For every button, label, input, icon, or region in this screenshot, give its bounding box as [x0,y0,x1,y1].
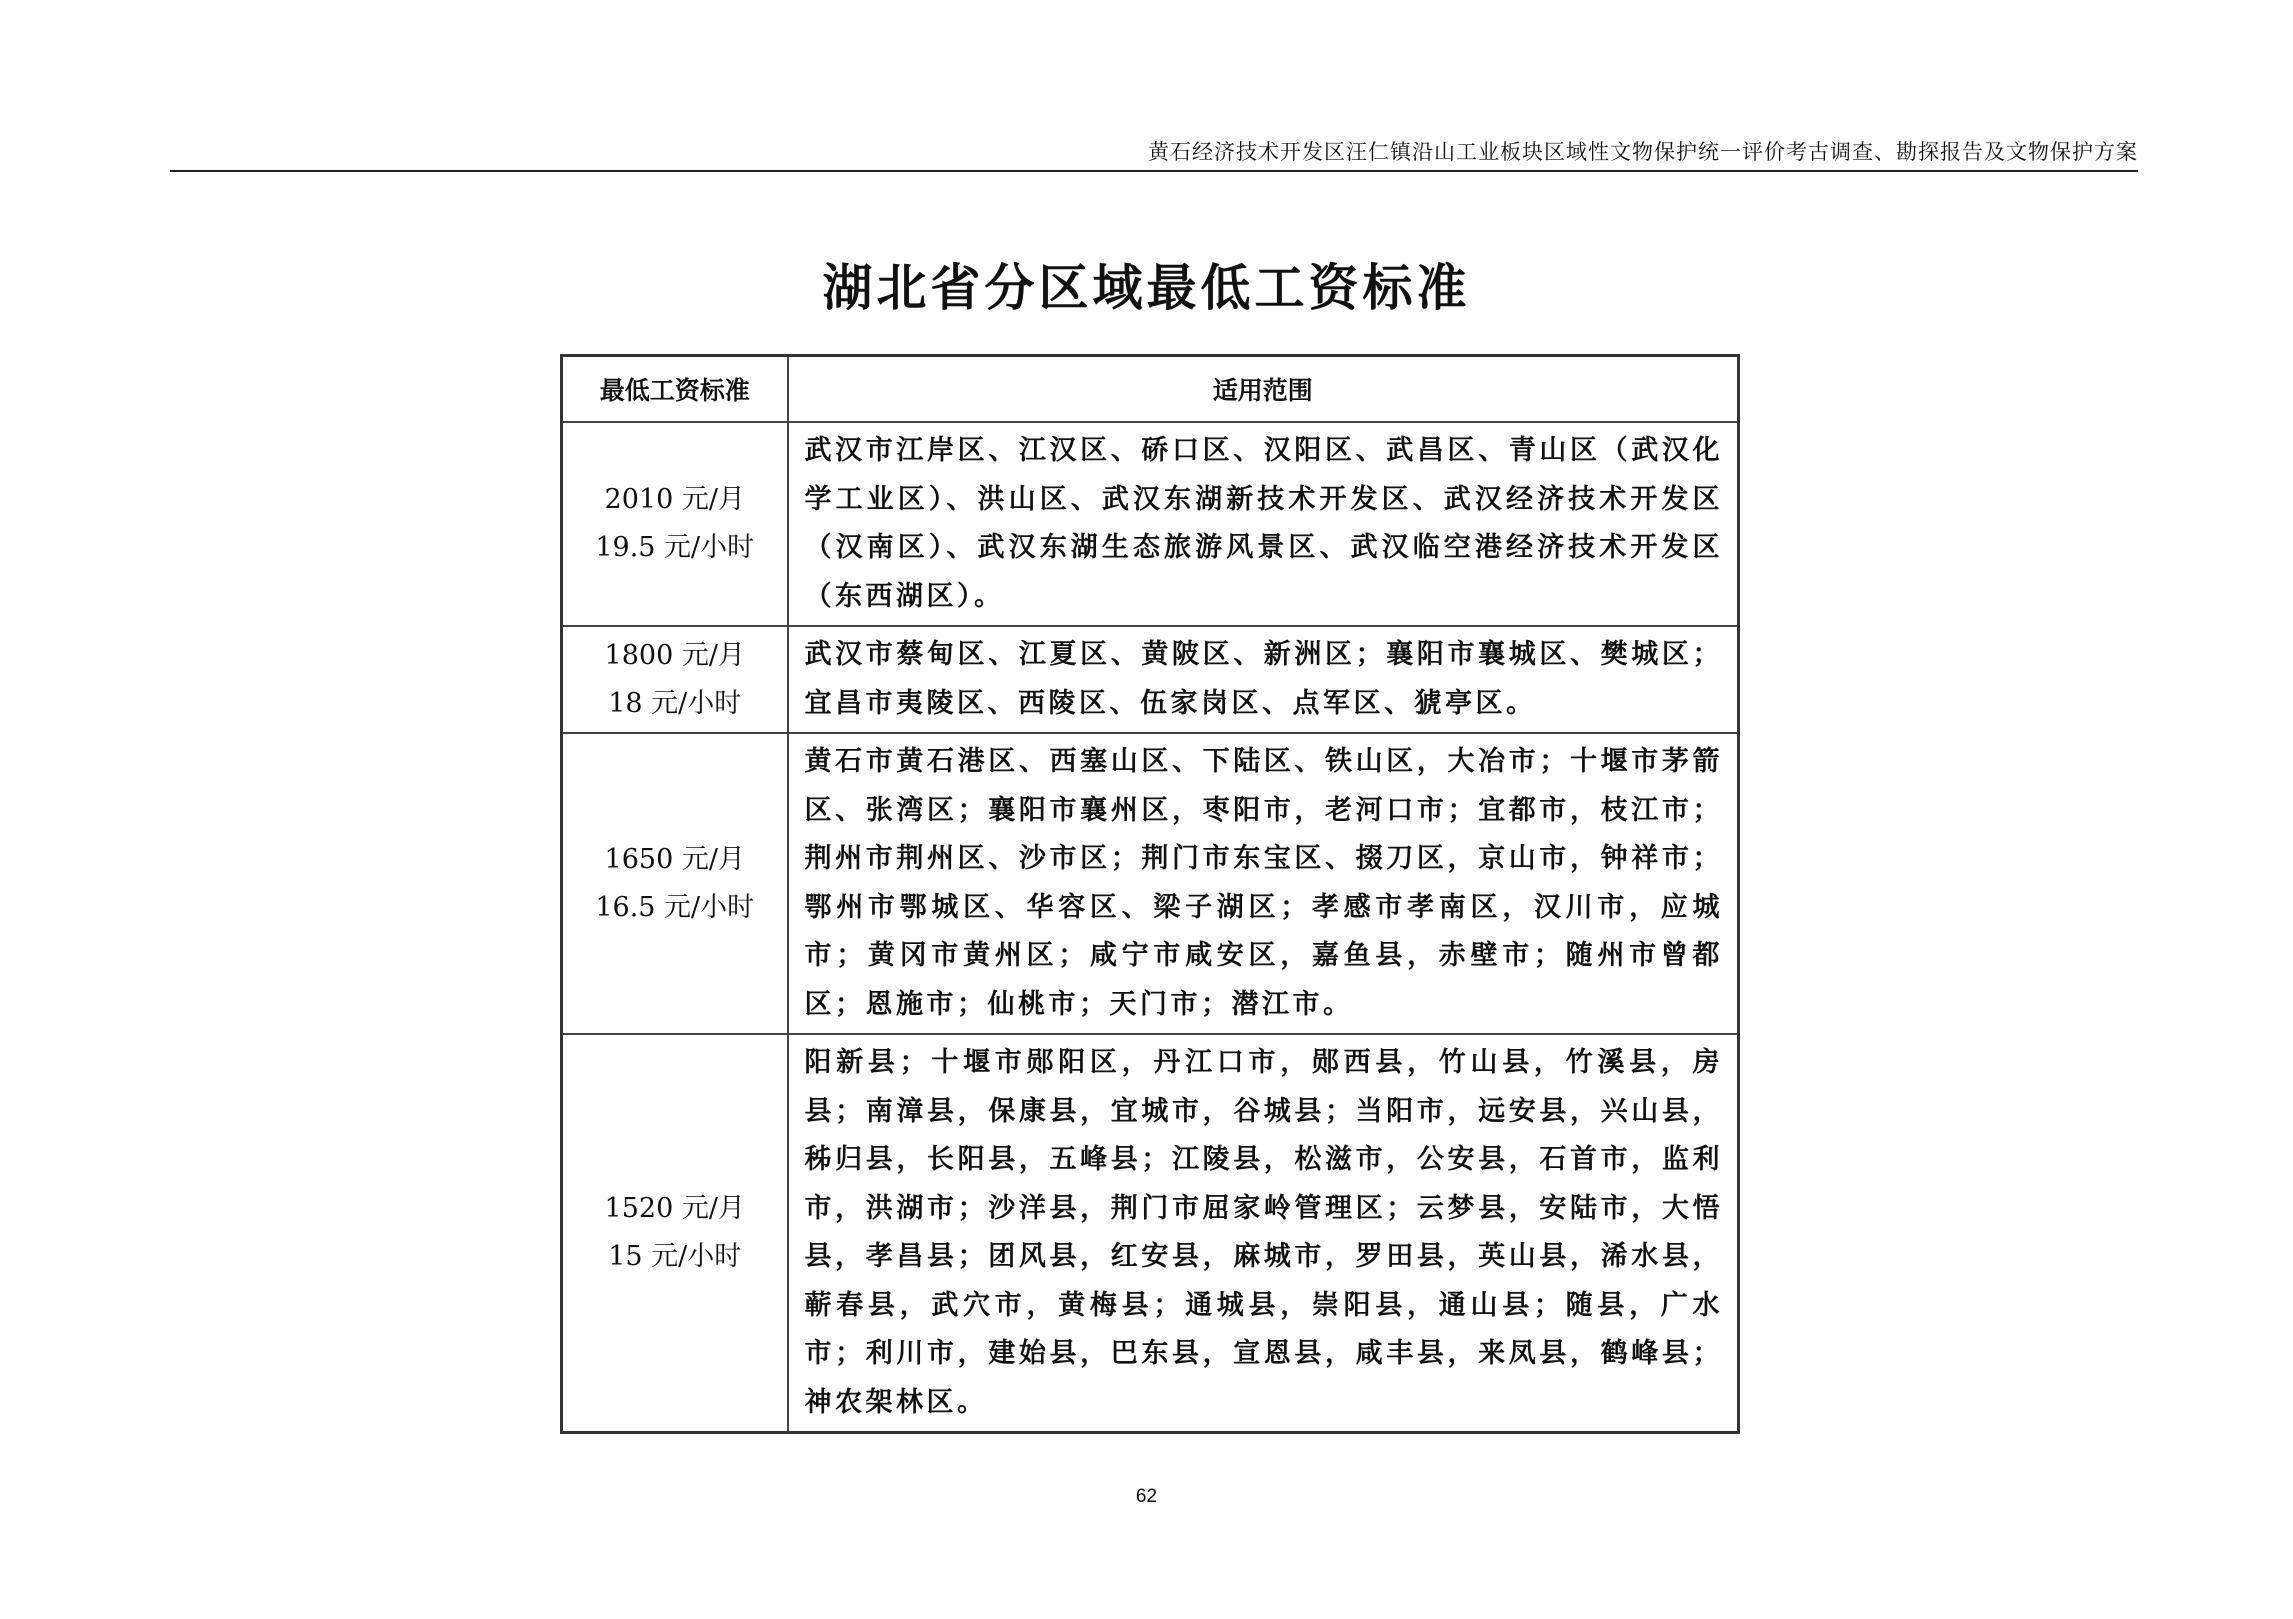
minimum-wage-table [560,354,1740,1434]
table-row [562,422,1739,626]
applicable-scope-cell: 武汉市蔡甸区、江夏区、黄陂区、新洲区；襄阳市襄城区、樊城区；宜昌市夷陵区、西陵区、伍家岗区、点军区、猇亭区。 [788,626,1739,733]
page-number: 62 [1135,1486,1158,1507]
hourly-wage: 15 元/小时 [608,1241,742,1272]
wage-standard-cell [562,733,788,1034]
applicable-scope-cell: 武汉市江岸区、江汉区、硚口区、汉阳区、武昌区、青山区（武汉化学工业区）、洪山区、武汉东湖新技术开发区、武汉经济技术开发区（汉南区）、武汉东湖生态旅游风景区、武汉临空港经济技术开发区（东西湖区）。 [788,422,1739,626]
hourly-wage: 18 元/小时 [608,687,742,719]
monthly-wage: 1650 元/月 [604,843,745,875]
wage-standard-cell [562,422,788,626]
hourly-wage: 19.5 元/小时 [595,532,755,563]
monthly-wage: 1800 元/月 [604,639,745,671]
hourly-wage: 16.5 元/小时 [595,891,755,923]
wage-standard-cell [562,1034,788,1433]
table-header-row [562,356,1739,423]
table-row [562,1034,1739,1433]
monthly-wage: 1520 元/月 [604,1193,745,1224]
running-header-title: 黄石经济技术开发区汪仁镇沿山工业板块区域性文物保护统一评价考古调查、勘探报告及文物保护方案 [1148,140,2138,164]
column-header-standard: 最低工资标准 [562,356,788,423]
running-header [170,138,2138,172]
applicable-scope-cell: 阳新县；十堰市郧阳区，丹江口市，郧西县，竹山县，竹溪县，房县；南漳县，保康县，宜城市，谷城县；当阳市，远安县，兴山县，秭归县，长阳县，五峰县；江陵县，松滋市，公安县，石首市，监利市，洪湖市；沙洋县，荆门市屈家岭管理区；云梦县，安陆市，大悟县，孝昌县；团风县，红安县，麻城市，罗田县，英山县，浠水县，蕲春县，武穴市，黄梅县；通城县，崇阳县，通山县；随县，广水市；利川市，建始县，巴东县，宣恩县，咸丰县，来凤县，鹤峰县；神农架林区。 [788,1034,1739,1433]
table-row [562,733,1739,1034]
column-header-scope: 适用范围 [788,356,1739,423]
table-row [562,626,1739,733]
monthly-wage: 2010 元/月 [604,484,745,515]
document-title: 湖北省分区域最低工资标准 [822,259,1471,317]
wage-standard-cell [562,626,788,733]
applicable-scope-cell: 黄石市黄石港区、西塞山区、下陆区、铁山区，大冶市；十堰市茅箭区、张湾区；襄阳市襄州区，枣阳市，老河口市；宜都市，枝江市；荆州市荆州区、沙市区；荆门市东宝区、掇刀区，京山市，钟祥市；鄂州市鄂城区、华容区、梁子湖区；孝感市孝南区，汉川市，应城市；黄冈市黄州区；咸宁市咸安区，嘉鱼县，赤壁市；随州市曾都区；恩施市；仙桃市；天门市；潜江市。 [788,733,1739,1034]
